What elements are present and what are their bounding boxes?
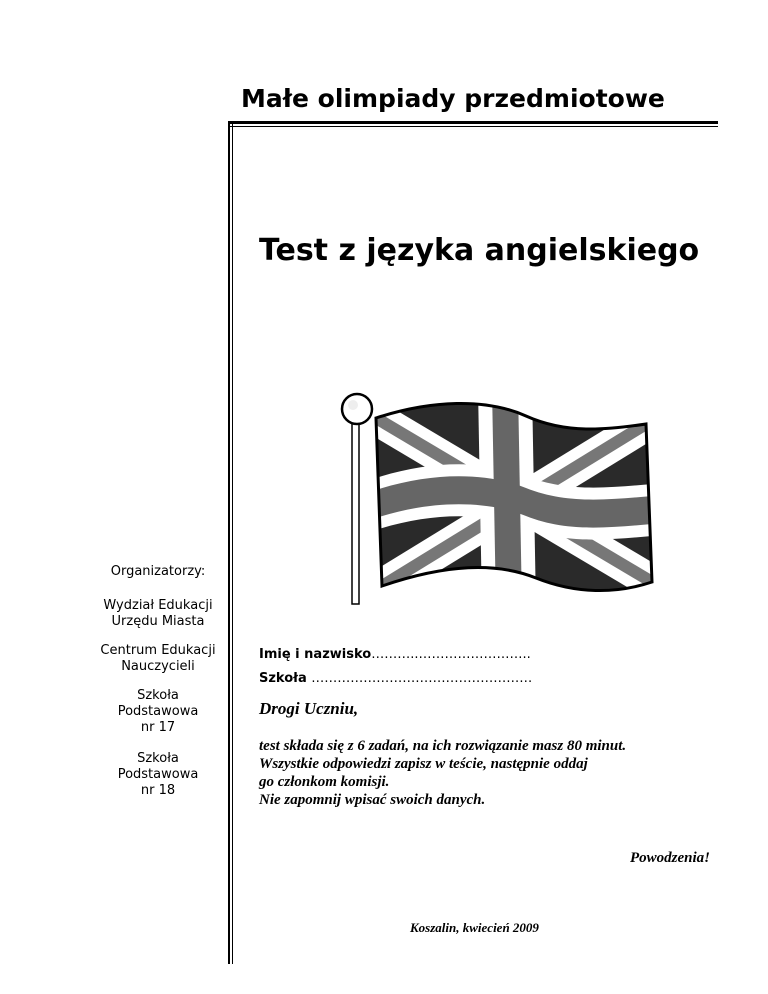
place-date: Koszalin, kwiecień 2009 xyxy=(410,920,539,935)
name-dots: ………..…………………….. xyxy=(371,647,531,662)
name-field xyxy=(259,647,531,662)
organizer-line: Urzędu Miasta xyxy=(111,614,205,629)
organizer-line: Nauczycieli xyxy=(121,659,195,674)
header-title: Małe olimpiady przedmiotowe xyxy=(241,84,665,113)
organizer-line: Szkoła xyxy=(137,751,179,766)
header-rule-thin xyxy=(228,126,718,127)
instruction-line: test składa się z 6 zadań, na ich rozwiązanie masz 80 minut. xyxy=(259,738,627,754)
instruction-line: Wszystkie odpowiedzi zapisz w teście, następnie oddaj xyxy=(259,756,588,772)
school-field xyxy=(259,671,532,686)
page-title: Test z języka angielskiego xyxy=(259,233,700,268)
instructions xyxy=(259,737,626,809)
greeting: Drogi Uczniu, xyxy=(259,699,359,718)
organizer-item xyxy=(88,688,228,736)
organizer-line: Podstawowa xyxy=(117,704,199,719)
vertical-rule-thin xyxy=(232,124,233,964)
flag-pole-finial xyxy=(342,394,372,424)
flag-pole xyxy=(352,422,359,604)
organizer-line: Wydział Edukacji xyxy=(103,598,213,613)
organizer-line: nr 18 xyxy=(140,783,176,798)
instruction-line: Nie zapomnij wpisać swoich danych. xyxy=(259,792,486,808)
organizers-label: Organizatorzy: xyxy=(110,564,206,579)
union-jack-flag-icon xyxy=(336,388,656,608)
instruction-line: go członkom komisji. xyxy=(259,774,390,790)
organizer-line: Szkoła xyxy=(137,688,179,703)
organizer-line: nr 17 xyxy=(140,720,176,735)
school-label: Szkoła xyxy=(259,671,307,686)
closing: Powodzenia! xyxy=(629,850,710,866)
header-rule xyxy=(228,121,718,124)
organizer-item xyxy=(88,598,228,630)
organizer-line: Podstawowa xyxy=(117,767,199,782)
organizer-item xyxy=(88,643,228,675)
name-label: Imię i nazwisko xyxy=(259,647,372,662)
vertical-rule xyxy=(228,122,230,964)
school-dots: …………………………………………… xyxy=(311,671,533,686)
organizer-line: Centrum Edukacji xyxy=(100,643,216,658)
organizer-item xyxy=(88,751,228,799)
